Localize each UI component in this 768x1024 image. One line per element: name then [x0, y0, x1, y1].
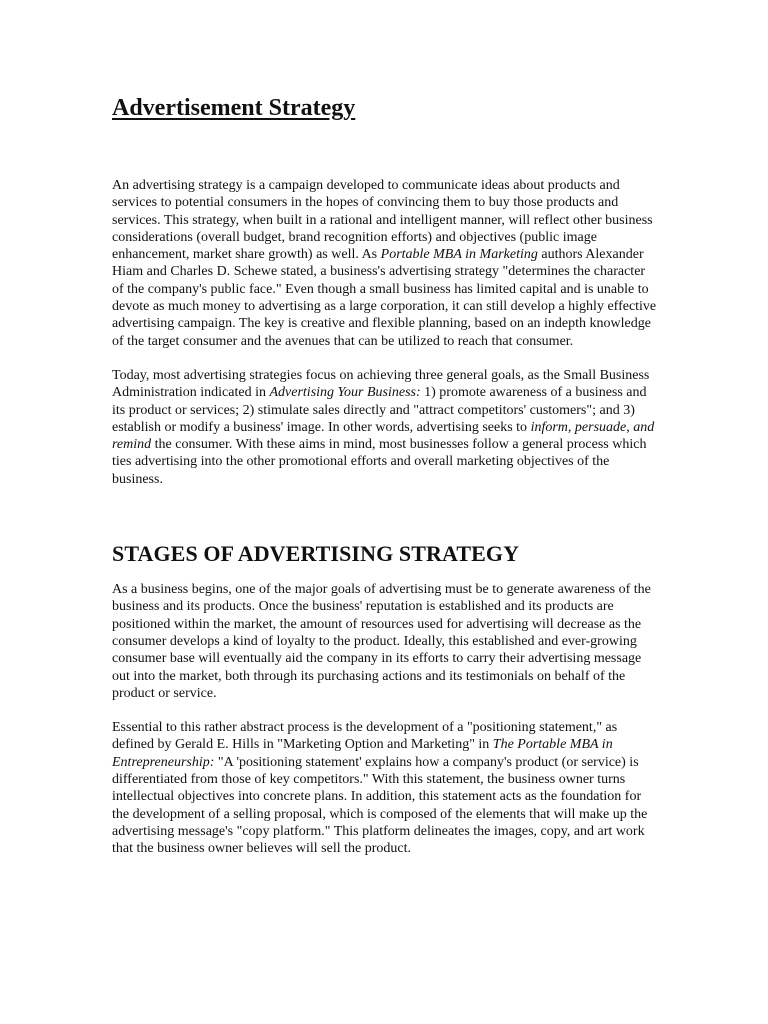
document-title: Advertisement Strategy — [112, 95, 356, 121]
section-heading: STAGES OF ADVERTISING STRATEGY — [112, 541, 520, 567]
paragraph-goals-text-b: 1) promote awareness of a business and its product or services; 2) stimulate sales directly and "attract competitors' customers"; and 3) establish or modify a business' image. In other words, advertising seeks to — [112, 385, 647, 435]
paragraph-positioning-text-a: Essential to this rather abstract process is the development of a "positioning statement," as defined by Gerald E. Hills in "Marketing Option and Marketing" in — [112, 720, 618, 753]
paragraph-stages: As a business begins, one of the major goals of advertising must be to generate awareness of the business and its products. Once the business' reputation is established and its products are positioned within the market, the amount of resources used for advertising will decrease as the consumer develops a kind of loyalty to the product. Ideally, this established and ever-growing consumer base will eventually aid the company in its efforts to carry their advertising message out into the market, both through its purchasing actions and its testimonials on behalf of the product or service. — [112, 582, 651, 701]
paragraph-positioning-text-b: "A 'positioning statement' explains how a company's product (or service) is differentiated from those of key competitors." With this statement, the business owner turns intellectual objectives into concrete plans. In addition, this statement acts as the foundation for the development of a selling proposal, which is composed of the elements that will make up the advertising message's "copy platform." This platform delineates the images, copy, and art work that the business owner believes will sell the product. — [112, 754, 648, 857]
paragraph-goals — [112, 367, 660, 488]
book-title-portable-mba-entrepreneurship: The Portable MBA in Entrepreneurship: — [112, 737, 613, 770]
paragraph-intro-text-b: authors Alexander Hiam and Charles D. Schewe stated, a business's advertising strategy "determines the character of the company's public face." Even though a small business has limited capital and is unable to devote as much money to advertising as a large corporation, it can still develop a highly effective advertising campaign. The key is creative and flexible planning, based on an indepth knowledge of the target consumer and the avenues that can be utilized to reach that consumer. — [112, 247, 657, 349]
paragraph-intro-text-a: An advertising strategy is a campaign developed to communicate ideas about products and services to potential consumers in the hopes of convincing them to buy those products and services. This strategy, when built in a rational and intelligent manner, will reflect other business considerations (overall budget, brand recognition efforts) and objectives (public image enhancement, market share growth) as well. As — [112, 178, 653, 263]
paragraph-intro — [112, 177, 660, 350]
goals-phrase: inform, persuade, and remind — [112, 419, 655, 453]
paragraph-goals-text-c: the consumer. With these aims in mind, most businesses follow a general process which ties advertising into the other promotional efforts and overall marketing objectives of the business. — [112, 437, 647, 487]
paragraph-goals-text-a: Today, most advertising strategies focus on achieving three general goals, as the Small Business Administration indicated in — [112, 367, 650, 401]
book-title-portable-mba-marketing: Portable MBA in Marketing — [380, 247, 538, 263]
book-title-advertising-your-business: Advertising Your Business: — [269, 385, 421, 401]
paragraph-positioning — [112, 719, 660, 857]
